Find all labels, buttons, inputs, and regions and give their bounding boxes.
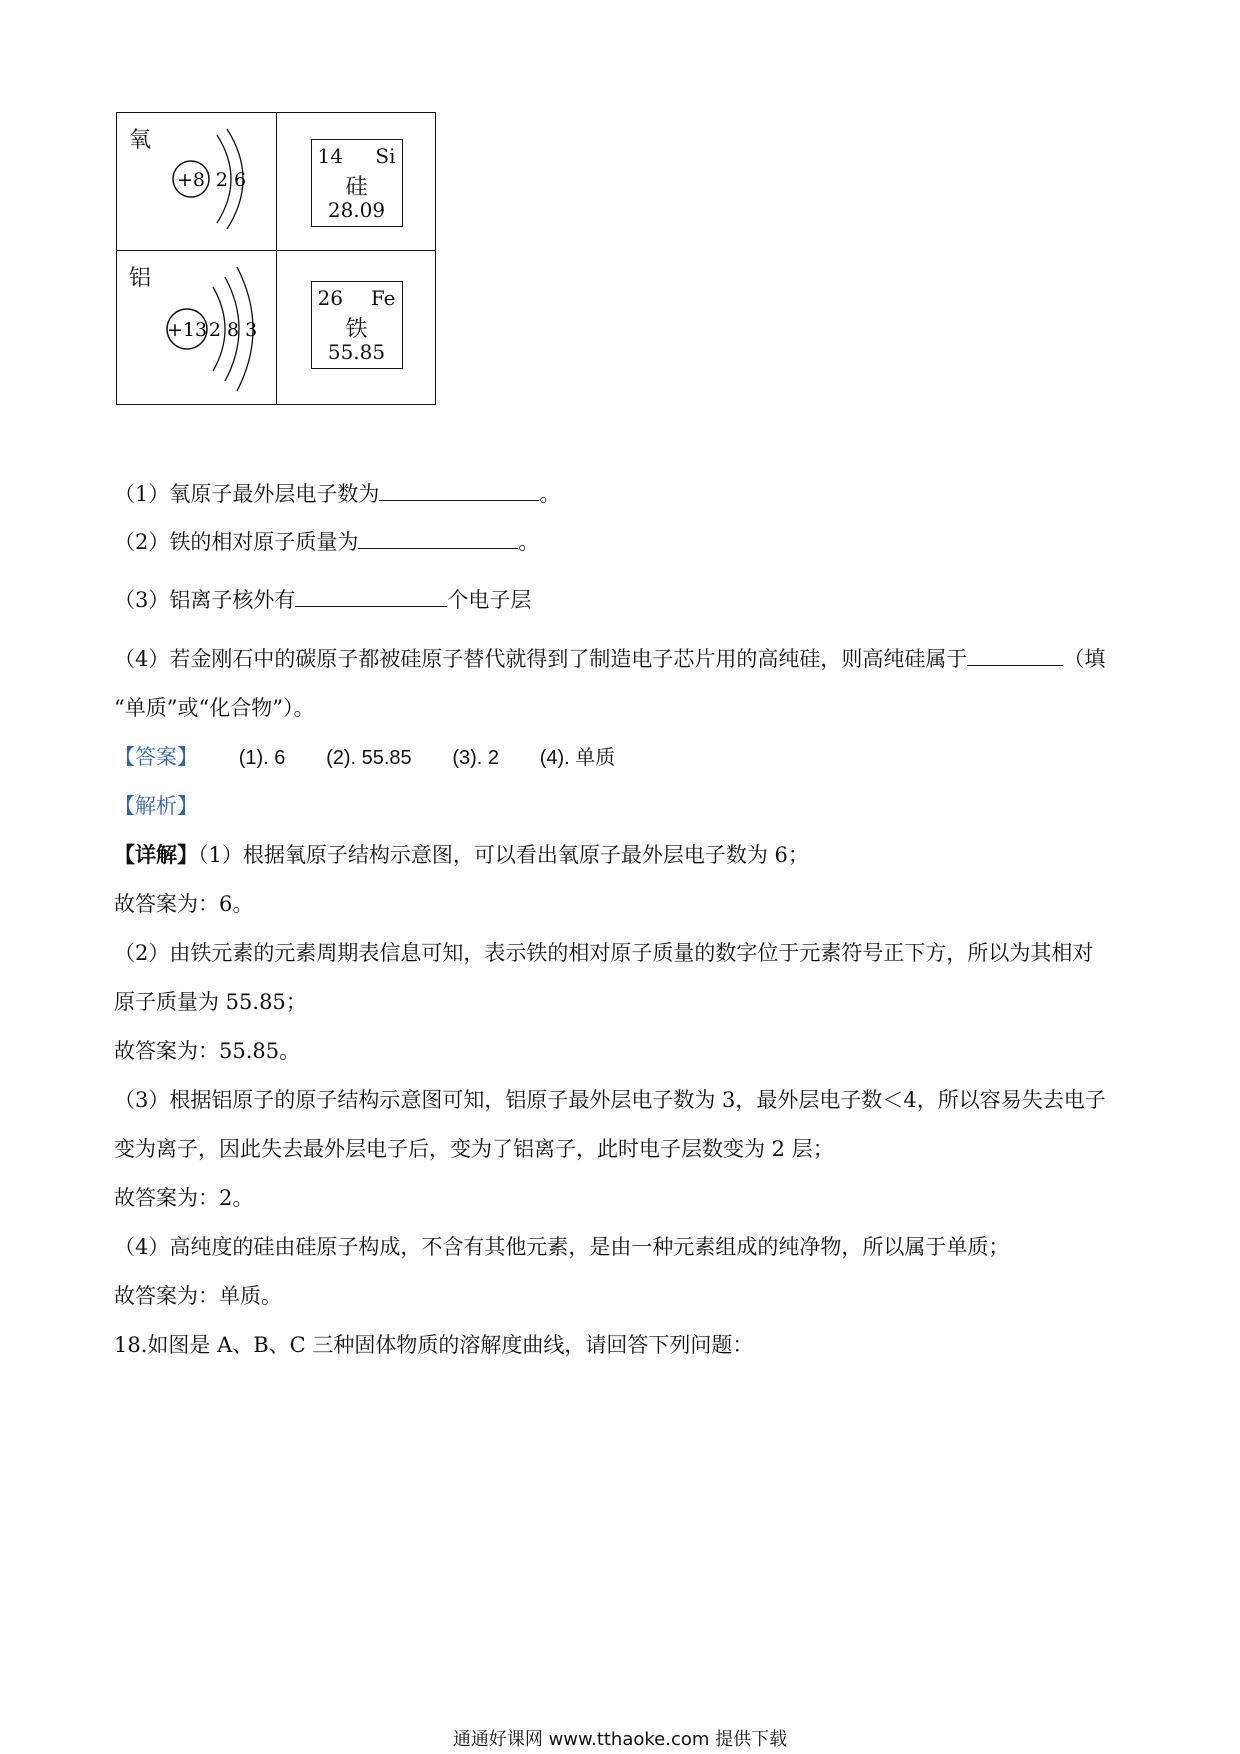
answer-item-1: (1). 6	[238, 747, 286, 769]
answer-tag: 【答案】	[114, 745, 198, 769]
answer-blank-4[interactable]	[967, 647, 1063, 666]
analysis-tag: 【解析】	[114, 794, 198, 818]
element-figure-table	[116, 112, 436, 405]
detail-line-3: （2）由铁元素的元素周期表信息可知，表示铁的相对原子质量的数字位于元素符号正下方，所以为其相对	[114, 941, 1094, 965]
silicon-mass: 28.09	[327, 198, 386, 222]
iron-symbol: Fe	[370, 286, 396, 310]
answer-blank-2[interactable]	[358, 530, 518, 549]
oxygen-nucleus: +8	[176, 169, 206, 191]
detail-line-7: 变为离子，因此失去最外层电子后，变为了铝离子，此时电子层数变为 2 层；	[114, 1137, 834, 1161]
detail-line-5: 故答案为：55.85。	[114, 1039, 301, 1063]
answer-item-4: (4). 单质	[539, 747, 616, 769]
silicon-symbol: Si	[375, 144, 396, 168]
detail-line-10: 故答案为：单质。	[114, 1284, 282, 1308]
detail-line-8: 故答案为：2。	[114, 1186, 254, 1210]
aluminum-shells: 2 8 3	[208, 319, 258, 341]
question-18: 18.如图是 A、B、C 三种固体物质的溶解度曲线，请回答下列问题：	[114, 1333, 754, 1357]
aluminum-cell	[117, 251, 277, 405]
footer-credit: 通通好课网 www.tthaoke.com 提供下载	[452, 1729, 788, 1750]
detail-line-9: （4）高纯度的硅由硅原子构成，不含有其他元素，是由一种元素组成的纯净物，所以属于单质；	[114, 1235, 1010, 1259]
silicon-cell	[276, 113, 436, 251]
aluminum-label: 铝	[129, 266, 152, 291]
oxygen-cell	[117, 113, 277, 251]
iron-name: 铁	[345, 317, 368, 342]
answer-blank-3[interactable]	[295, 588, 447, 607]
detail-line-4: 原子质量为 55.85；	[114, 990, 307, 1014]
detail-line-6: （3）根据铝原子的原子结构示意图可知，铝原子最外层电子数为 3，最外层电子数＜4，所以容易失去电子	[114, 1088, 1106, 1112]
oxygen-label: 氧	[129, 128, 152, 153]
question-4-line-1: （4）若金刚石中的碳原子都被硅原子替代就得到了制造电子芯片用的高纯硅，则高纯硅属于 （填	[114, 647, 1106, 671]
answer-blank-1[interactable]	[379, 482, 539, 501]
silicon-number: 14	[317, 144, 343, 168]
iron-mass: 55.85	[327, 340, 386, 364]
question-1: （1）氧原子最外层电子数为 。	[114, 482, 561, 506]
iron-number: 26	[317, 286, 343, 310]
detail-line-1: 【详解】（1）根据氧原子结构示意图，可以看出氧原子最外层电子数为 6；	[114, 842, 809, 867]
question-4-line-2: “单质”或“化合物”）。	[114, 696, 315, 720]
iron-element-box	[311, 281, 403, 369]
question-2: （2）铁的相对原子质量为 。	[114, 530, 540, 554]
detail-line-2: 故答案为：6。	[114, 892, 254, 916]
detail-tag: 【详解】	[114, 842, 198, 867]
silicon-element-box	[311, 139, 403, 227]
answer-item-3: (3). 2	[452, 747, 500, 769]
silicon-name: 硅	[345, 175, 368, 200]
answer-item-2: (2). 55.85	[326, 747, 412, 769]
answer-row	[114, 741, 615, 771]
oxygen-atom-diagram	[117, 113, 277, 251]
question-3: （3）铝离子核外有 个电子层	[114, 588, 532, 612]
iron-cell	[276, 251, 436, 405]
aluminum-atom-diagram	[117, 251, 277, 405]
oxygen-shells: 2 6	[215, 169, 247, 191]
aluminum-nucleus: +13	[166, 319, 208, 341]
